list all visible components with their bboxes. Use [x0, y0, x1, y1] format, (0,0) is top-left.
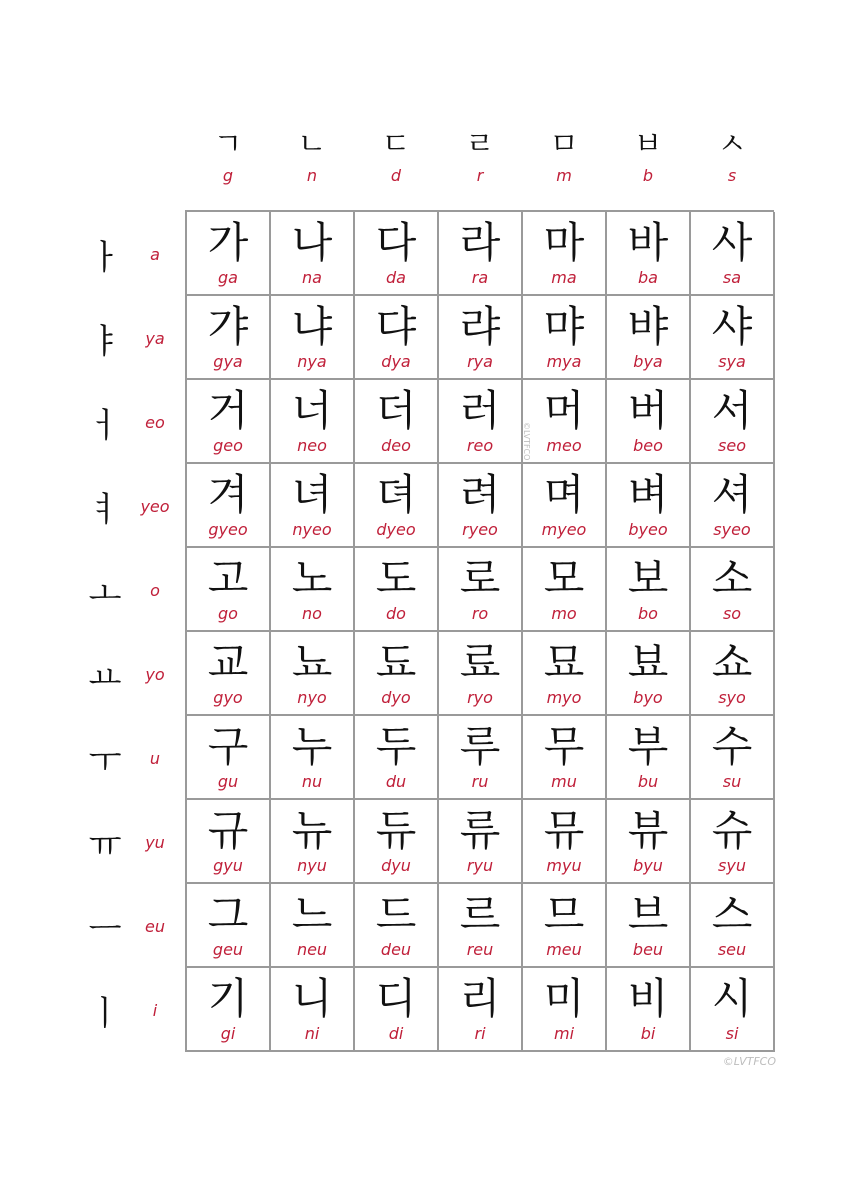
syllable-hangul: 누 — [291, 722, 333, 771]
syllable-romanization: byo — [633, 688, 663, 707]
vowel-header-yo — [80, 632, 180, 716]
vowel-jamo: ㅠ — [88, 825, 122, 866]
syllable-romanization: mi — [553, 1024, 575, 1043]
syllable-cell — [271, 884, 355, 968]
syllable-cell — [271, 212, 355, 296]
syllable-romanization: gyo — [213, 688, 243, 707]
syllable-romanization: beo — [633, 436, 663, 455]
syllable-hangul: 댜 — [375, 302, 417, 351]
syllable-romanization: gyeo — [208, 520, 248, 539]
syllable-cell — [691, 632, 775, 716]
syllable-cell — [355, 380, 439, 464]
syllable-hangul: 샤 — [711, 302, 753, 351]
syllable-cell — [187, 380, 271, 464]
syllable-cell — [355, 800, 439, 884]
syllable-cell — [271, 632, 355, 716]
syllable-cell — [691, 464, 775, 548]
syllable-hangul: 거 — [207, 386, 249, 435]
syllable-romanization: syo — [718, 688, 746, 707]
syllable-hangul: 규 — [207, 806, 249, 855]
syllable-cell — [355, 548, 439, 632]
consonant-header-m — [522, 125, 606, 187]
syllable-romanization: ni — [304, 1024, 320, 1043]
syllable-hangul: 랴 — [459, 302, 501, 351]
syllable-cell — [691, 968, 775, 1052]
consonant-jamo: ㅂ — [633, 127, 663, 162]
syllable-romanization: gyu — [213, 856, 243, 875]
syllable-cell — [607, 632, 691, 716]
consonant-romanization: g — [222, 166, 234, 185]
syllable-cell — [355, 632, 439, 716]
syllable-hangul: 러 — [459, 386, 501, 435]
syllable-romanization: rya — [467, 352, 493, 371]
syllable-romanization: sa — [722, 268, 742, 287]
syllable-romanization: neu — [296, 940, 328, 959]
syllable-cell — [523, 464, 607, 548]
syllable-romanization: myeo — [541, 520, 587, 539]
syllable-cell — [187, 884, 271, 968]
syllable-cell — [355, 968, 439, 1052]
syllable-cell — [523, 296, 607, 380]
syllable-cell — [187, 548, 271, 632]
syllable-romanization: di — [388, 1024, 404, 1043]
syllable-cell — [691, 884, 775, 968]
vowel-jamo: ㅗ — [88, 573, 122, 614]
syllable-romanization: dya — [381, 352, 411, 371]
syllable-hangul: 마 — [543, 218, 585, 267]
consonant-header-r — [438, 125, 522, 187]
syllable-romanization: nyu — [297, 856, 327, 875]
syllable-hangul: 미 — [543, 974, 585, 1023]
syllable-hangul: 뷰 — [627, 806, 669, 855]
vowel-jamo: ㅕ — [88, 489, 122, 530]
syllable-hangul: 보 — [627, 554, 669, 603]
syllable-cell — [187, 800, 271, 884]
syllable-hangul: 됴 — [375, 638, 417, 687]
syllable-hangul: 소 — [711, 554, 753, 603]
syllable-romanization: mya — [546, 352, 582, 371]
syllable-romanization: nya — [297, 352, 327, 371]
syllable-romanization: meu — [546, 940, 582, 959]
syllable-romanization: ga — [218, 268, 238, 287]
syllable-hangul: 너 — [291, 386, 333, 435]
syllable-hangul: 뵤 — [627, 638, 669, 687]
syllable-cell — [523, 380, 607, 464]
consonant-header-s — [690, 125, 774, 187]
vowel-romanization: eo — [145, 412, 165, 432]
syllable-hangul: 다 — [375, 218, 417, 267]
syllable-cell — [439, 296, 523, 380]
vowel-jamo: ㅓ — [88, 405, 122, 446]
vowel-romanization: yeo — [140, 496, 170, 516]
syllable-romanization: mo — [551, 604, 577, 623]
vowel-romanization: a — [150, 244, 160, 264]
syllable-hangul: 려 — [459, 470, 501, 519]
syllable-hangul: 나 — [291, 218, 333, 267]
syllable-romanization: da — [386, 268, 406, 287]
syllable-romanization: syeo — [713, 520, 751, 539]
syllable-romanization: seu — [717, 940, 747, 959]
syllable-hangul: 드 — [375, 890, 417, 939]
syllable-cell — [271, 380, 355, 464]
syllable-hangul: 사 — [711, 218, 753, 267]
syllable-cell — [439, 212, 523, 296]
consonant-romanization: r — [476, 166, 484, 185]
syllable-cell — [607, 800, 691, 884]
syllable-romanization: deo — [381, 436, 411, 455]
syllable-romanization: nu — [301, 772, 323, 791]
syllable-romanization: nyeo — [292, 520, 332, 539]
syllable-hangul: 뇨 — [291, 638, 333, 687]
vowel-romanization: yu — [145, 832, 165, 852]
syllable-romanization: seo — [718, 436, 746, 455]
syllable-romanization: ryu — [466, 856, 494, 875]
syllable-hangul: 버 — [627, 386, 669, 435]
syllable-romanization: go — [218, 604, 238, 623]
syllable-hangul: 무 — [543, 722, 585, 771]
syllable-cell — [271, 800, 355, 884]
syllable-cell — [691, 212, 775, 296]
syllable-romanization: ma — [551, 268, 577, 287]
consonant-jamo: ㄷ — [381, 127, 411, 162]
syllable-cell — [523, 968, 607, 1052]
vowel-jamo: ㅛ — [88, 657, 122, 698]
consonant-header-d — [354, 125, 438, 187]
consonant-header-g — [186, 125, 270, 187]
syllable-romanization: geu — [212, 940, 244, 959]
syllable-cell — [187, 296, 271, 380]
syllable-romanization: dyo — [381, 688, 411, 707]
vowel-header-ya — [80, 296, 180, 380]
vowel-romanization: o — [150, 580, 160, 600]
syllable-romanization: syu — [718, 856, 746, 875]
consonant-jamo: ㅅ — [717, 127, 747, 162]
syllable-cell — [187, 716, 271, 800]
syllable-cell — [523, 716, 607, 800]
syllable-romanization: gi — [220, 1024, 236, 1043]
syllable-romanization: ryeo — [462, 520, 498, 539]
syllable-romanization: mu — [551, 772, 577, 791]
syllable-hangul: 수 — [711, 722, 753, 771]
vowel-header-eu — [80, 884, 180, 968]
syllable-cell — [439, 968, 523, 1052]
syllable-cell — [607, 548, 691, 632]
vowel-header-yeo — [80, 464, 180, 548]
syllable-cell — [439, 464, 523, 548]
syllable-hangul: 머 — [543, 386, 585, 435]
syllable-hangul: 고 — [207, 554, 249, 603]
syllable-romanization: byu — [633, 856, 663, 875]
syllable-hangul: 르 — [459, 890, 501, 939]
syllable-hangul: 냐 — [291, 302, 333, 351]
syllable-hangul: 느 — [291, 890, 333, 939]
syllable-hangul: 겨 — [207, 470, 249, 519]
vowel-header-a — [80, 212, 180, 296]
syllable-hangul: 교 — [207, 638, 249, 687]
syllable-grid — [185, 210, 774, 1052]
consonant-jamo: ㄹ — [465, 127, 495, 162]
consonant-header-n — [270, 125, 354, 187]
syllable-hangul: 니 — [291, 974, 333, 1023]
syllable-romanization: reu — [466, 940, 494, 959]
syllable-cell — [355, 212, 439, 296]
syllable-hangul: 가 — [207, 218, 249, 267]
vowel-header-yu — [80, 800, 180, 884]
syllable-romanization: bya — [633, 352, 663, 371]
syllable-hangul: 셔 — [711, 470, 753, 519]
syllable-romanization: ra — [471, 268, 489, 287]
syllable-hangul: 뮤 — [543, 806, 585, 855]
syllable-cell — [187, 632, 271, 716]
syllable-cell — [607, 212, 691, 296]
watermark-corner: ©LVTFCO — [722, 1055, 776, 1068]
syllable-romanization: na — [302, 268, 322, 287]
syllable-romanization: beu — [632, 940, 664, 959]
syllable-romanization: du — [385, 772, 407, 791]
syllable-cell — [691, 380, 775, 464]
vowel-romanization: i — [152, 1000, 158, 1020]
syllable-romanization: geo — [213, 436, 243, 455]
consonant-header-b — [606, 125, 690, 187]
vowel-romanization: eu — [145, 916, 165, 936]
syllable-cell — [187, 464, 271, 548]
syllable-hangul: 녀 — [291, 470, 333, 519]
syllable-hangul: 구 — [207, 722, 249, 771]
syllable-romanization: nyo — [297, 688, 327, 707]
syllable-romanization: meo — [546, 436, 582, 455]
syllable-romanization: myo — [546, 688, 582, 707]
syllable-cell — [187, 212, 271, 296]
syllable-romanization: myu — [546, 856, 582, 875]
syllable-cell — [439, 632, 523, 716]
syllable-hangul: 루 — [459, 722, 501, 771]
syllable-hangul: 브 — [627, 890, 669, 939]
consonant-jamo: ㄴ — [297, 127, 327, 162]
syllable-romanization: bu — [637, 772, 659, 791]
syllable-hangul: 슈 — [711, 806, 753, 855]
consonant-romanization: m — [556, 166, 572, 185]
syllable-cell — [607, 716, 691, 800]
vowel-jamo: ㅏ — [88, 237, 122, 278]
watermark-center: ©LVTFCO — [522, 422, 531, 461]
syllable-cell — [691, 296, 775, 380]
syllable-cell — [691, 548, 775, 632]
syllable-cell — [187, 968, 271, 1052]
syllable-hangul: 며 — [543, 470, 585, 519]
vowel-jamo: ㅣ — [88, 993, 122, 1034]
vowel-romanization: yo — [145, 664, 165, 684]
consonant-jamo: ㄱ — [213, 127, 243, 162]
syllable-romanization: reo — [466, 436, 494, 455]
vowel-header-i — [80, 968, 180, 1052]
syllable-hangul: 뱌 — [627, 302, 669, 351]
vowel-romanization: ya — [145, 328, 165, 348]
syllable-romanization: ba — [638, 268, 658, 287]
syllable-hangul: 뉴 — [291, 806, 333, 855]
syllable-hangul: 비 — [627, 974, 669, 1023]
syllable-hangul: 라 — [459, 218, 501, 267]
vowel-jamo: ㅜ — [88, 741, 122, 782]
syllable-cell — [355, 464, 439, 548]
syllable-hangul: 부 — [627, 722, 669, 771]
syllable-cell — [523, 212, 607, 296]
syllable-cell — [439, 800, 523, 884]
syllable-cell — [355, 296, 439, 380]
syllable-romanization: si — [725, 1024, 739, 1043]
syllable-hangul: 스 — [711, 890, 753, 939]
syllable-romanization: bo — [638, 604, 658, 623]
syllable-cell — [607, 296, 691, 380]
vowel-header-u — [80, 716, 180, 800]
syllable-hangul: 기 — [207, 974, 249, 1023]
syllable-cell — [271, 968, 355, 1052]
syllable-romanization: so — [722, 604, 742, 623]
syllable-hangul: 리 — [459, 974, 501, 1023]
syllable-cell — [523, 884, 607, 968]
syllable-hangul: 뎌 — [375, 470, 417, 519]
syllable-hangul: 더 — [375, 386, 417, 435]
vowel-jamo: ㅑ — [88, 321, 122, 362]
syllable-hangul: 쇼 — [711, 638, 753, 687]
syllable-cell — [691, 716, 775, 800]
syllable-cell — [523, 800, 607, 884]
syllable-hangul: 로 — [459, 554, 501, 603]
syllable-hangul: 서 — [711, 386, 753, 435]
syllable-hangul: 그 — [207, 890, 249, 939]
syllable-romanization: ryo — [467, 688, 493, 707]
syllable-cell — [607, 968, 691, 1052]
syllable-romanization: bi — [640, 1024, 656, 1043]
syllable-hangul: 벼 — [627, 470, 669, 519]
syllable-cell — [607, 464, 691, 548]
syllable-hangul: 므 — [543, 890, 585, 939]
syllable-romanization: no — [302, 604, 322, 623]
consonant-romanization: b — [642, 166, 654, 185]
syllable-romanization: ru — [471, 772, 489, 791]
syllable-romanization: deu — [380, 940, 412, 959]
syllable-hangul: 갸 — [207, 302, 249, 351]
syllable-cell — [439, 548, 523, 632]
syllable-cell — [439, 884, 523, 968]
syllable-romanization: do — [386, 604, 406, 623]
syllable-hangul: 류 — [459, 806, 501, 855]
syllable-cell — [355, 884, 439, 968]
syllable-cell — [271, 464, 355, 548]
consonant-romanization: n — [306, 166, 318, 185]
vowel-romanization: u — [149, 748, 161, 768]
syllable-romanization: su — [722, 772, 742, 791]
syllable-romanization: dyeo — [376, 520, 416, 539]
syllable-hangul: 료 — [459, 638, 501, 687]
vowel-header-o — [80, 548, 180, 632]
syllable-romanization: gya — [213, 352, 243, 371]
syllable-hangul: 바 — [627, 218, 669, 267]
syllable-cell — [607, 380, 691, 464]
vowel-jamo: ㅡ — [88, 909, 122, 950]
syllable-romanization: ro — [471, 604, 489, 623]
consonant-romanization: s — [727, 166, 737, 185]
syllable-cell — [523, 632, 607, 716]
syllable-hangul: 시 — [711, 974, 753, 1023]
syllable-hangul: 듀 — [375, 806, 417, 855]
syllable-cell — [355, 716, 439, 800]
syllable-cell — [271, 716, 355, 800]
syllable-cell — [271, 296, 355, 380]
syllable-cell — [523, 548, 607, 632]
syllable-cell — [271, 548, 355, 632]
syllable-hangul: 두 — [375, 722, 417, 771]
syllable-romanization: sya — [718, 352, 746, 371]
vowel-header-eo — [80, 380, 180, 464]
syllable-hangul: 디 — [375, 974, 417, 1023]
consonant-romanization: d — [390, 166, 402, 185]
syllable-hangul: 모 — [543, 554, 585, 603]
syllable-cell — [607, 884, 691, 968]
syllable-hangul: 도 — [375, 554, 417, 603]
syllable-hangul: 먀 — [543, 302, 585, 351]
syllable-hangul: 노 — [291, 554, 333, 603]
syllable-romanization: byeo — [628, 520, 668, 539]
syllable-romanization: ri — [474, 1024, 486, 1043]
syllable-romanization: neo — [297, 436, 327, 455]
consonant-jamo: ㅁ — [549, 127, 579, 162]
syllable-romanization: dyu — [381, 856, 411, 875]
syllable-hangul: 묘 — [543, 638, 585, 687]
syllable-cell — [439, 716, 523, 800]
syllable-romanization: gu — [217, 772, 239, 791]
syllable-cell — [691, 800, 775, 884]
